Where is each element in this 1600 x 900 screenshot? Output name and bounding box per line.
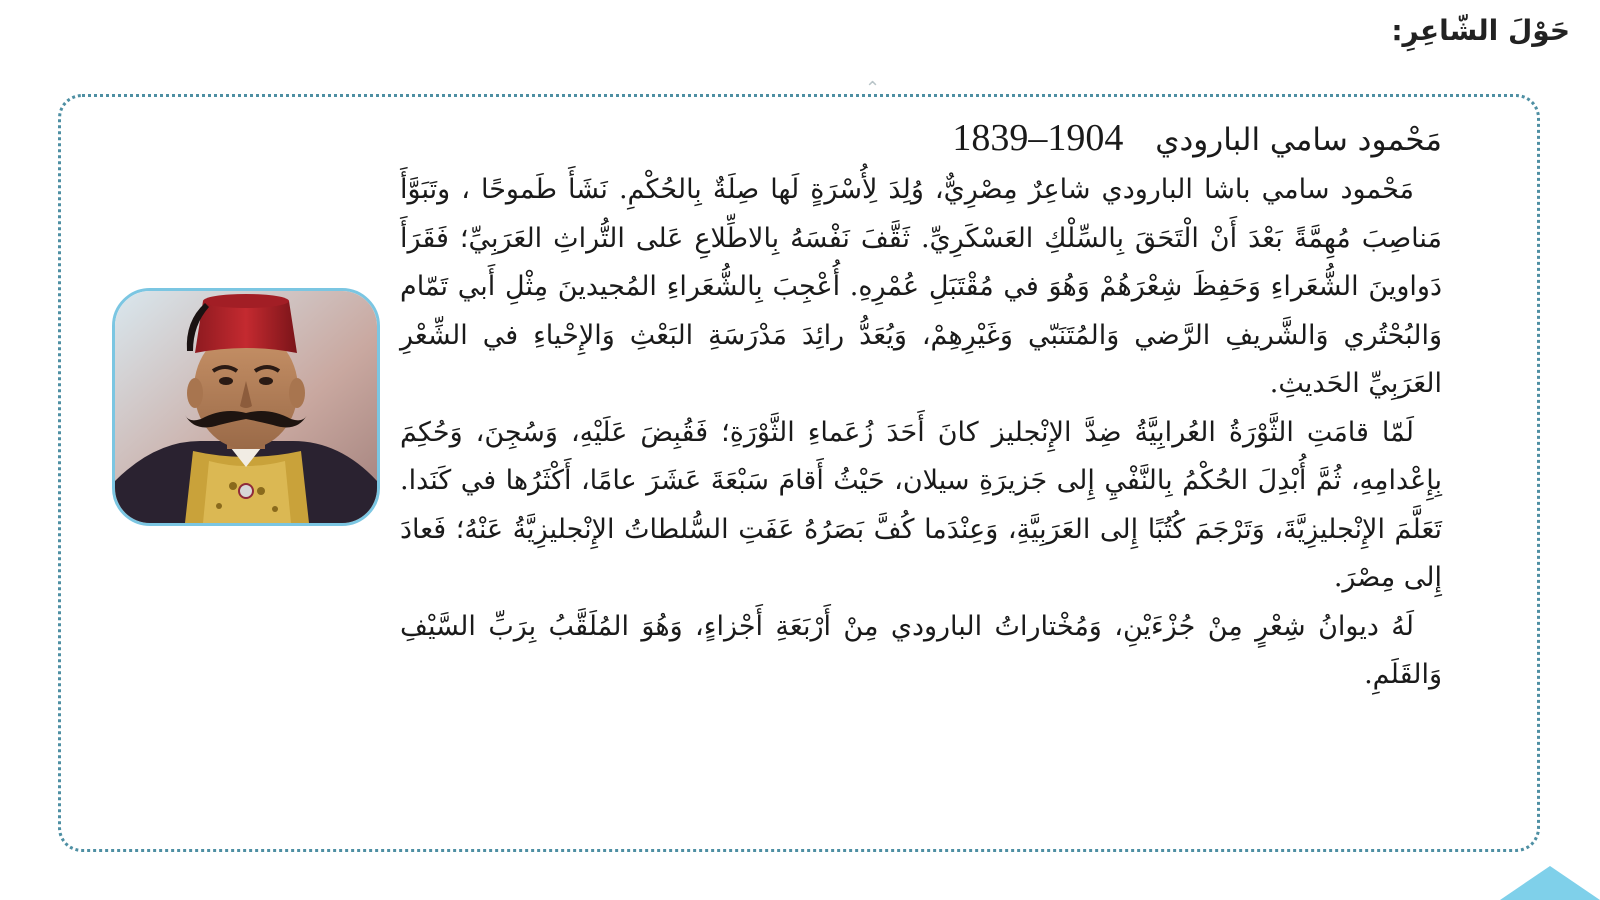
section-heading: حَوْلَ الشّاعِرِ: (1391, 14, 1570, 47)
poet-portrait (112, 288, 380, 526)
bio-paragraph-2: لَمّا قامَتِ الثَّوْرَةُ العُرابِيَّةُ ضِدَّ الإِنْجليز كانَ أَحَدَ زُعَماءِ الثَّوْرَةِ؛ فَقُبِضَ عَلَيْهِ، وَسُجِنَ، وَحُكِمَ بِإِعْدامِهِ، ثُمَّ أُبْدِلَ الحُكْمُ بِالنَّفْيِ إِلى جَزيرَةِ سيلان، حَيْثُ أَقامَ سَبْعَةَ عَشَرَ عامًا، أَكْثَرُها في كَنَدا. تَعَلَّمَ الإِنْجليزِيَّةَ، وَتَرْجَمَ كُتُبًا إِلى العَرَبِيَّةِ، وَعِنْدَما كُفَّ بَصَرُهُ عَفَتِ السُّلطاتُ الإِنْجليزِيَّةُ عَنْهُ؛ فَعادَ إِلى مِصْرَ. (400, 416, 1442, 593)
binding-mark-icon: ⌃ (865, 78, 881, 99)
bio-paragraph-3: لَهُ ديوانُ شِعْرٍ مِنْ جُزْءَيْنِ، وَمُخْتاراتُ البارودي مِنْ أَرْبَعَةِ أَجْزاءٍ، وَهُوَ المُلَقَّبُ بِرَبِّ السَّيْفِ وَالقَلَمِ. (400, 610, 1442, 690)
poet-years: 1904–1839 (952, 117, 1124, 159)
bio-paragraph-1: مَحْمود سامي باشا البارودي شاعِرٌ مِصْرِيٌّ، وُلِدَ لِأُسْرَةٍ لَها صِلَةٌ بِالحُكْمِ. نَشَأَ طَموحًا ، وتَبَوَّأَ مَناصِبَ مُهِمَّةً بَعْدَ أَنْ الْتَحَقَ بِالسِّلْكِ العَسْكَرِيِّ. ثَقَّفَ نَفْسَهُ بِالاطِّلاعِ عَلى التُّراثِ العَرَبِيِّ؛ فَقَرَأَ دَواوينَ الشُّعَراءِ وَحَفِظَ شِعْرَهُمْ وَهُوَ في مُقْتَبَلِ عُمْرِهِ. أُعْجِبَ بِالشُّعَراءِ المُجيدينَ مِثْلِ أَبي تَمّام وَالبُحْتُري وَالشَّريفِ الرَّضي وَالمُتَنَبّي وَغَيْرِهِمْ، وَيُعَدُّ رائِدَ مَدْرَسَةِ البَعْثِ وَالإِحْياءِ في الشِّعْرِ العَرَبِيِّ الحَديثِ. (400, 174, 1442, 399)
poet-title (400, 112, 1442, 166)
biography-text (400, 112, 1442, 700)
page-corner-triangle-icon (1490, 862, 1600, 900)
poet-name: مَحْمود سامي البارودي (1155, 122, 1442, 158)
portrait-illustration (115, 291, 377, 523)
